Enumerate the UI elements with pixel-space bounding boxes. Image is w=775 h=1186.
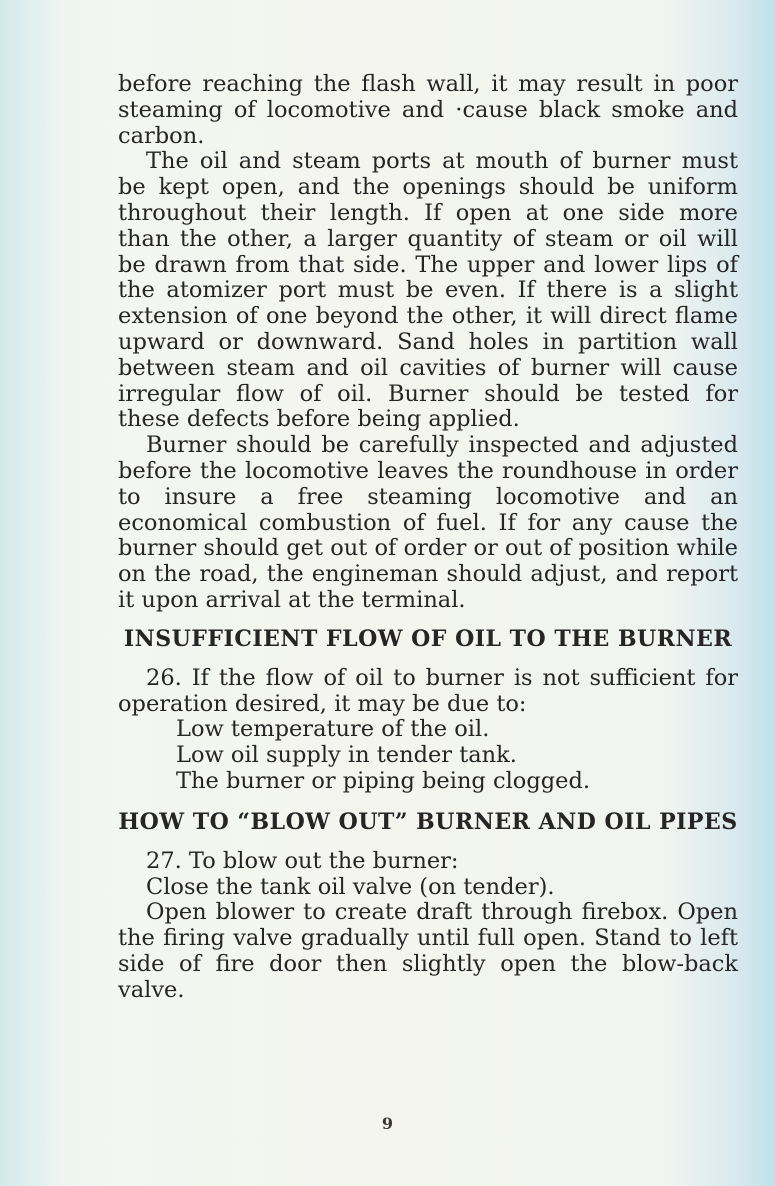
step-open-blower: Open blower to create draft through firebox. Open the firing valve gradually until full open. Stand to left side of fire door then slightly open the blow-back valve. — [118, 899, 738, 1003]
page-number: 9 — [381, 1114, 394, 1133]
cause-clogged: The burner or piping being clogged. — [176, 767, 591, 794]
cause-low-supply: Low oil supply in tender tank. — [176, 742, 517, 769]
paragraph-ports: The oil and steam ports at mouth of burner must be kept open, and the openings should be uniform throughout their length. If open at one side more than the other, a larger quantity of steam or oil will be drawn from that side. The upper and lower lips of the atomizer port must be even. If there is a slight extension of one beyond the other, it will direct flame upward or downward. Sand holes in partition wall between steam and oil cavities of burner will cause irregular flow of oil. Burner should be tested for these defects before being applied. — [118, 148, 738, 433]
item-26-text: 26. If the flow of oil to burner is not sufficient for operation desired, it may be due to: — [118, 664, 738, 717]
step-close-valve: Close the tank oil valve (on tender). — [146, 873, 555, 900]
paragraph-inspection: Burner should be carefully inspected and adjusted before the locomotive leaves the roundhouse in order to insure a free steaming locomotive and an economical combustion of fuel. If for any cause the burner should get out of order or out of position while on the road, the engineman should adjust, and report it upon arrival at the terminal. — [118, 432, 738, 613]
section-heading-blow-out: HOW TO “BLOW OUT” BURNER AND OIL PIPES — [118, 808, 738, 835]
paragraph-flash-wall: before reaching the flash wall, it may result in poor steaming of locomotive and ·cause black smoke and carbon. — [118, 71, 738, 149]
page-text — [118, 72, 738, 1004]
section-heading-insufficient-flow: INSUFFICIENT FLOW OF OIL TO THE BURNER — [123, 625, 733, 652]
cause-low-temperature: Low temperature of the oil. — [176, 716, 490, 743]
item-27-text: 27. To blow out the burner: — [146, 847, 459, 874]
